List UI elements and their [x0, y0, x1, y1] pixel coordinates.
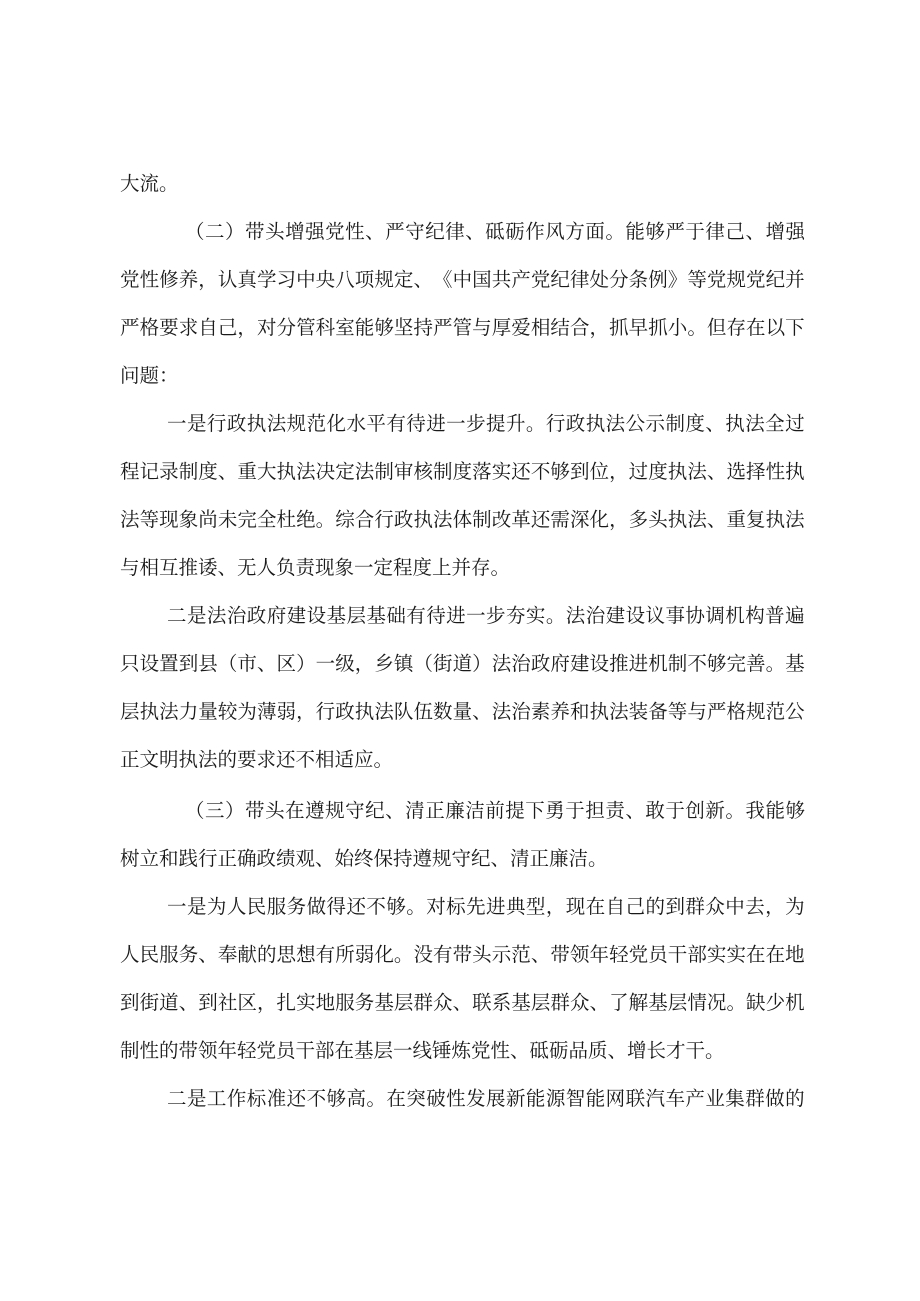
- text-line: 层 执 法 力 量 较 为 薄 弱 ， 行 政 执 法 队 伍 数 量 、 法 治 素 养 和 执 法 装 备 等 与 严 格 规 范 公: [120, 700, 805, 723]
- text-line: 正文明执法的要求还不相适应。: [120, 748, 394, 771]
- text-line: 一 是 为 人 民 服 务 做 得 还 不 够 。 对 标 先 进 典 型 ， 现 在 自 己 的 到 群 众 中 去 ， 为: [167, 895, 805, 918]
- text-line: （ 二 ） 带 头 增 强 党 性 、 严 守 纪 律 、 砥 砺 作 风 方 面 。 能 够 严 于 律 己 、 增 强: [185, 220, 805, 243]
- text-line: 严 格 要 求 自 己 ， 对 分 管 科 室 能 够 坚 持 严 管 与 厚 爱 相 结 合 ， 抓 早 抓 小 。 但 存 在 以 下: [120, 316, 805, 339]
- text-line: 程 记 录 制 度 、 重 大 执 法 决 定 法 制 审 核 制 度 落 实 还 不 够 到 位 ， 过 度 执 法 、 选 择 性 执: [120, 460, 805, 483]
- text-line: 一 是 行 政 执 法 规 范 化 水 平 有 待 进 一 步 提 升 。 行 政 执 法 公 示 制 度 、 执 法 全 过: [167, 412, 805, 435]
- text-line: 树立和践行正确政绩观、始终保持遵规守纪、清正廉洁。: [120, 847, 608, 870]
- text-line: 人 民 服 务 、 奉 献 的 思 想 有 所 弱 化 。 没 有 带 头 示 范 、 带 领 年 轻 党 员 干 部 实 实 在 在 地: [120, 943, 805, 966]
- text-line: （ 三 ） 带 头 在 遵 规 守 纪 、 清 正 廉 洁 前 提 下 勇 于 担 责 、 敢 于 创 新 。 我 能 够: [185, 799, 805, 822]
- text-line: 法 等 现 象 尚 未 完 全 杜 绝 。 综 合 行 政 执 法 体 制 改 革 还 需 深 化 ， 多 头 执 法 、 重 复 执 法: [120, 508, 805, 531]
- text-line: 问题：: [120, 364, 179, 387]
- text-line: 与相互推诿、无人负责现象一定程度上并存。: [120, 556, 511, 579]
- text-line: 制性的带领年轻党员干部在基层一线锤炼党性、砥砺品质、增长才干。: [120, 1039, 725, 1062]
- text-line: 党 性 修 养 ， 认 真 学 习 中 央 八 项 规 定 、 《 中 国 共 产 党 纪 律 处 分 条 例 》 等 党 规 党 纪 并: [120, 268, 805, 291]
- text-line: 二 是 法 治 政 府 建 设 基 层 基 础 有 待 进 一 步 夯 实 。 法 治 建 设 议 事 协 调 机 构 普 遍: [167, 604, 805, 627]
- text-line: 到 街 道 、 到 社 区 ， 扎 实 地 服 务 基 层 群 众 、 联 系 基 层 群 众 、 了 解 基 层 情 况 。 缺 少 机: [120, 991, 805, 1014]
- text-line: 大流。: [120, 172, 179, 195]
- text-line: 二 是 工 作 标 准 还 不 够 高 。 在 突 破 性 发 展 新 能 源 智 能 网 联 汽 车 产 业 集 群 做 的: [167, 1087, 805, 1110]
- text-line: 只 设 置 到 县 （ 市 、 区 ） 一 级 ， 乡 镇 （ 街 道 ） 法 治 政 府 建 设 推 进 机 制 不 够 完 善 。 基: [120, 652, 805, 675]
